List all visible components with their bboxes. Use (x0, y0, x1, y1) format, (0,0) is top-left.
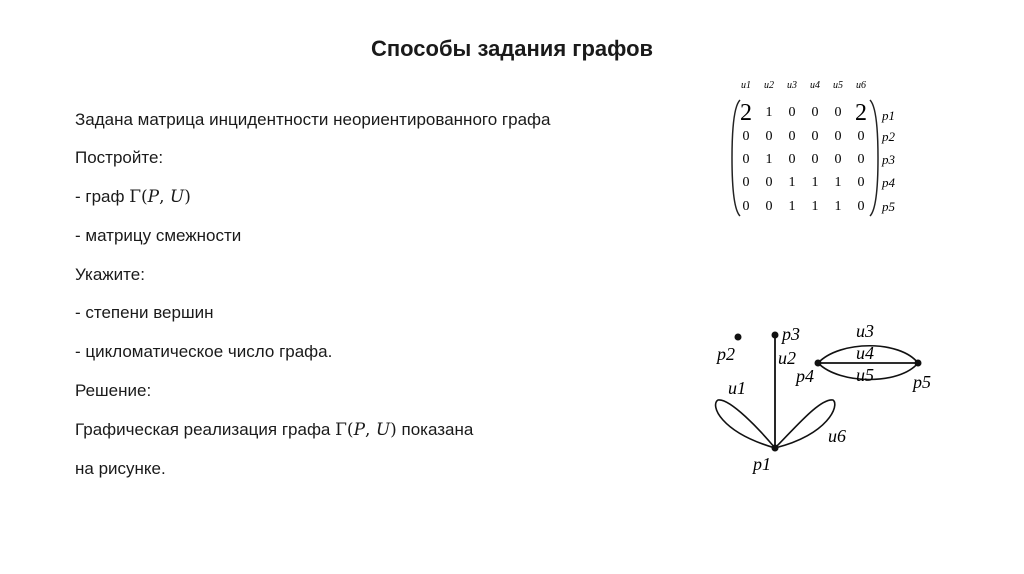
matrix-cell: 1 (788, 199, 796, 214)
matrix-row (743, 129, 896, 144)
matrix-row (743, 175, 896, 190)
vertex-label: p2 (717, 344, 735, 364)
matrix-cell: 0 (742, 199, 750, 214)
matrix-cell: 0 (742, 152, 750, 167)
row-label: p1 (882, 108, 895, 123)
matrix-cell: 0 (857, 199, 865, 214)
vertex-p2 (735, 334, 742, 341)
edge-label: u5 (856, 365, 874, 385)
matrix-cell: 0 (765, 199, 773, 214)
matrix-cell: 1 (788, 175, 796, 190)
vertex-label: p1 (753, 454, 771, 474)
vertex-p1 (772, 445, 779, 452)
matrix-cell: 0 (788, 129, 796, 144)
bullet-cyclomatic: - цикломатическое число графа. (75, 342, 333, 361)
intro-line: Задана матрица инцидентности неориентированного графа (75, 110, 551, 129)
edge-label: u3 (856, 321, 874, 341)
matrix-cell: 0 (742, 175, 750, 190)
column-header: u6 (856, 80, 866, 91)
right-bracket (870, 100, 878, 216)
matrix-cell: 0 (834, 129, 842, 144)
matrix-cell: 1 (765, 105, 773, 120)
column-header: u3 (787, 80, 797, 91)
vertex-label: p5 (913, 372, 931, 392)
vertex-label: p4 (796, 366, 814, 386)
matrix-row (743, 152, 896, 167)
matrix-cell: 0 (834, 152, 842, 167)
matrix-cell: 0 (788, 105, 796, 120)
result-line-2: на рисунке. (75, 459, 166, 478)
matrix-cell: 1 (834, 175, 842, 190)
column-header: u2 (764, 80, 774, 91)
edge-label: u4 (856, 343, 874, 363)
matrix-cell: 1 (811, 199, 819, 214)
matrix-cell: 1 (765, 152, 773, 167)
matrix-cell: 2 (740, 100, 752, 126)
matrix-cell: 0 (811, 152, 819, 167)
row-label: p4 (882, 175, 895, 190)
solution-line: Решение: (75, 381, 152, 400)
column-headers (741, 80, 866, 91)
graph-drawing (700, 320, 960, 490)
build-line: Постройте: (75, 148, 164, 167)
row-label: p2 (882, 129, 895, 144)
slide-title: Способы задания графов (370, 36, 654, 61)
column-header: u5 (833, 80, 843, 91)
column-header: u1 (741, 80, 751, 91)
bullet-adjacency: - матрицу смежности (75, 226, 242, 245)
vertex-p5 (915, 360, 922, 367)
column-header: u4 (810, 80, 820, 91)
incidence-matrix (730, 78, 910, 218)
left-bracket (732, 100, 740, 216)
matrix-cell: 1 (834, 199, 842, 214)
matrix-cell: 0 (811, 105, 819, 120)
matrix-cell: 0 (788, 152, 796, 167)
matrix-cell: 0 (857, 129, 865, 144)
vertex-p4 (815, 360, 822, 367)
indicate-line: Укажите: (75, 265, 145, 284)
edge-label: u2 (778, 348, 796, 368)
result-line: Графическая реализация графа Γ(P, U) показана (75, 420, 474, 440)
bullet-graph (75, 187, 191, 207)
matrix-cell: 0 (765, 175, 773, 190)
loop-u6 (775, 400, 835, 448)
matrix-cell: 0 (765, 129, 773, 144)
matrix-cell: 0 (857, 152, 865, 167)
matrix-cell: 0 (811, 129, 819, 144)
loop-u1 (716, 400, 775, 448)
bullet-degrees: - степени вершин (75, 303, 214, 322)
matrix-cell: 0 (857, 175, 865, 190)
row-label: p5 (882, 199, 895, 214)
matrix-cell: 0 (834, 105, 842, 120)
vertex-label: p3 (782, 324, 800, 344)
graph-notation: Γ(P, U) (335, 420, 397, 440)
vertex-p3 (772, 332, 779, 339)
matrix-cell: 1 (811, 175, 819, 190)
graph-notation: Γ(P, U) (129, 187, 191, 207)
matrix-cell: 0 (742, 129, 750, 144)
bullet-graph-label: - граф (75, 187, 130, 206)
edge-label: u1 (728, 378, 746, 398)
matrix-cell: 2 (855, 100, 867, 126)
row-label: p3 (882, 152, 895, 167)
edge-label: u6 (828, 426, 846, 446)
